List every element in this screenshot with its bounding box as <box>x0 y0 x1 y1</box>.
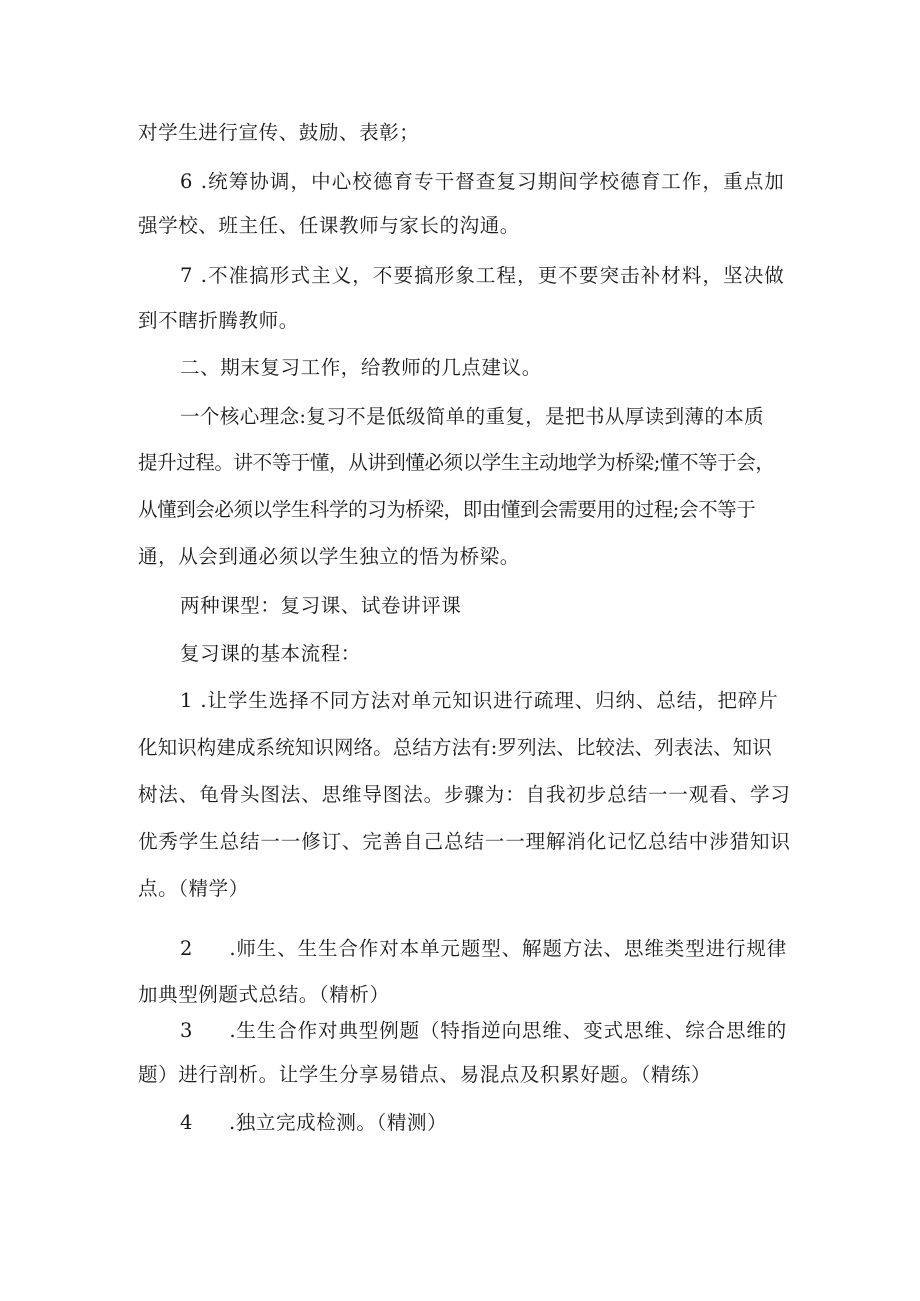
text-line: 到不瞎折腾教师。 <box>138 309 299 332</box>
item-number: 4 <box>180 1111 194 1134</box>
text-line: 两种课型：复习课、试卷讲评课 <box>180 594 462 617</box>
numbered-item-4 <box>180 1111 788 1135</box>
numbered-item-3 <box>180 1019 788 1043</box>
item-text: .独立完成检测。（精测） <box>229 1111 448 1134</box>
item-number: 2 <box>180 937 194 960</box>
text-line: 树法、龟骨头图法、思维导图法。步骤为：自我初步总结一一观看、学习 <box>138 783 791 806</box>
text-line: 化知识构建成系统知识网络。总结方法有:罗列法、比较法、列表法、知识 <box>138 736 772 759</box>
numbered-item-2 <box>180 937 788 961</box>
text-line: 6 .统筹协调，中心校德育专干督查复习期间学校德育工作，重点加 <box>180 170 785 193</box>
text-line: 对学生进行宣传、鼓励、表彰； <box>138 121 420 144</box>
text-line: 点。（精学） <box>138 877 249 900</box>
item-number: 3 <box>180 1019 194 1042</box>
text-line: 题）进行剖析。让学生分享易错点、易混点及积累好题。（精练） <box>138 1063 712 1086</box>
text-line: 加典型例题式总结。（精析） <box>138 983 390 1006</box>
text-line: 二、期末复习工作，给教师的几点建议。 <box>180 356 542 379</box>
text-line: 优秀学生总结一一修订、完善自己总结一一理解消化记忆总结中涉猎知识 <box>138 830 791 853</box>
text-line: 提升过程。讲不等于懂，从讲到懂必须以学生主动地学为桥梁;懂不等于会， <box>138 451 775 474</box>
text-line: 一个核心理念:复习不是低级简单的重复，是把书从厚读到薄的本质 <box>180 405 765 428</box>
text-line: 强学校、班主任、任课教师与家长的沟通。 <box>138 214 520 237</box>
item-text: .生生合作对典型例题（特指逆向思维、变式思维、综合思维的 <box>229 1019 788 1042</box>
text-line: 从懂到会必须以学生科学的习为桥梁，即由懂到会需要用的过程;会不等于 <box>138 498 756 521</box>
text-line: 1 .让学生选择不同方法对单元知识进行疏理、归纳、总结，把碎片 <box>180 689 779 712</box>
text-line: 7 .不准搞形式主义，不要搞形象工程，更不要突击补材料，坚决做 <box>180 264 785 287</box>
item-text: .师生、生生合作对本单元题型、解题方法、思维类型进行规律 <box>229 937 788 960</box>
text-line: 复习课的基本流程： <box>180 642 361 665</box>
text-line: 通，从会到通必须以学生独立的悟为桥梁。 <box>138 545 520 568</box>
